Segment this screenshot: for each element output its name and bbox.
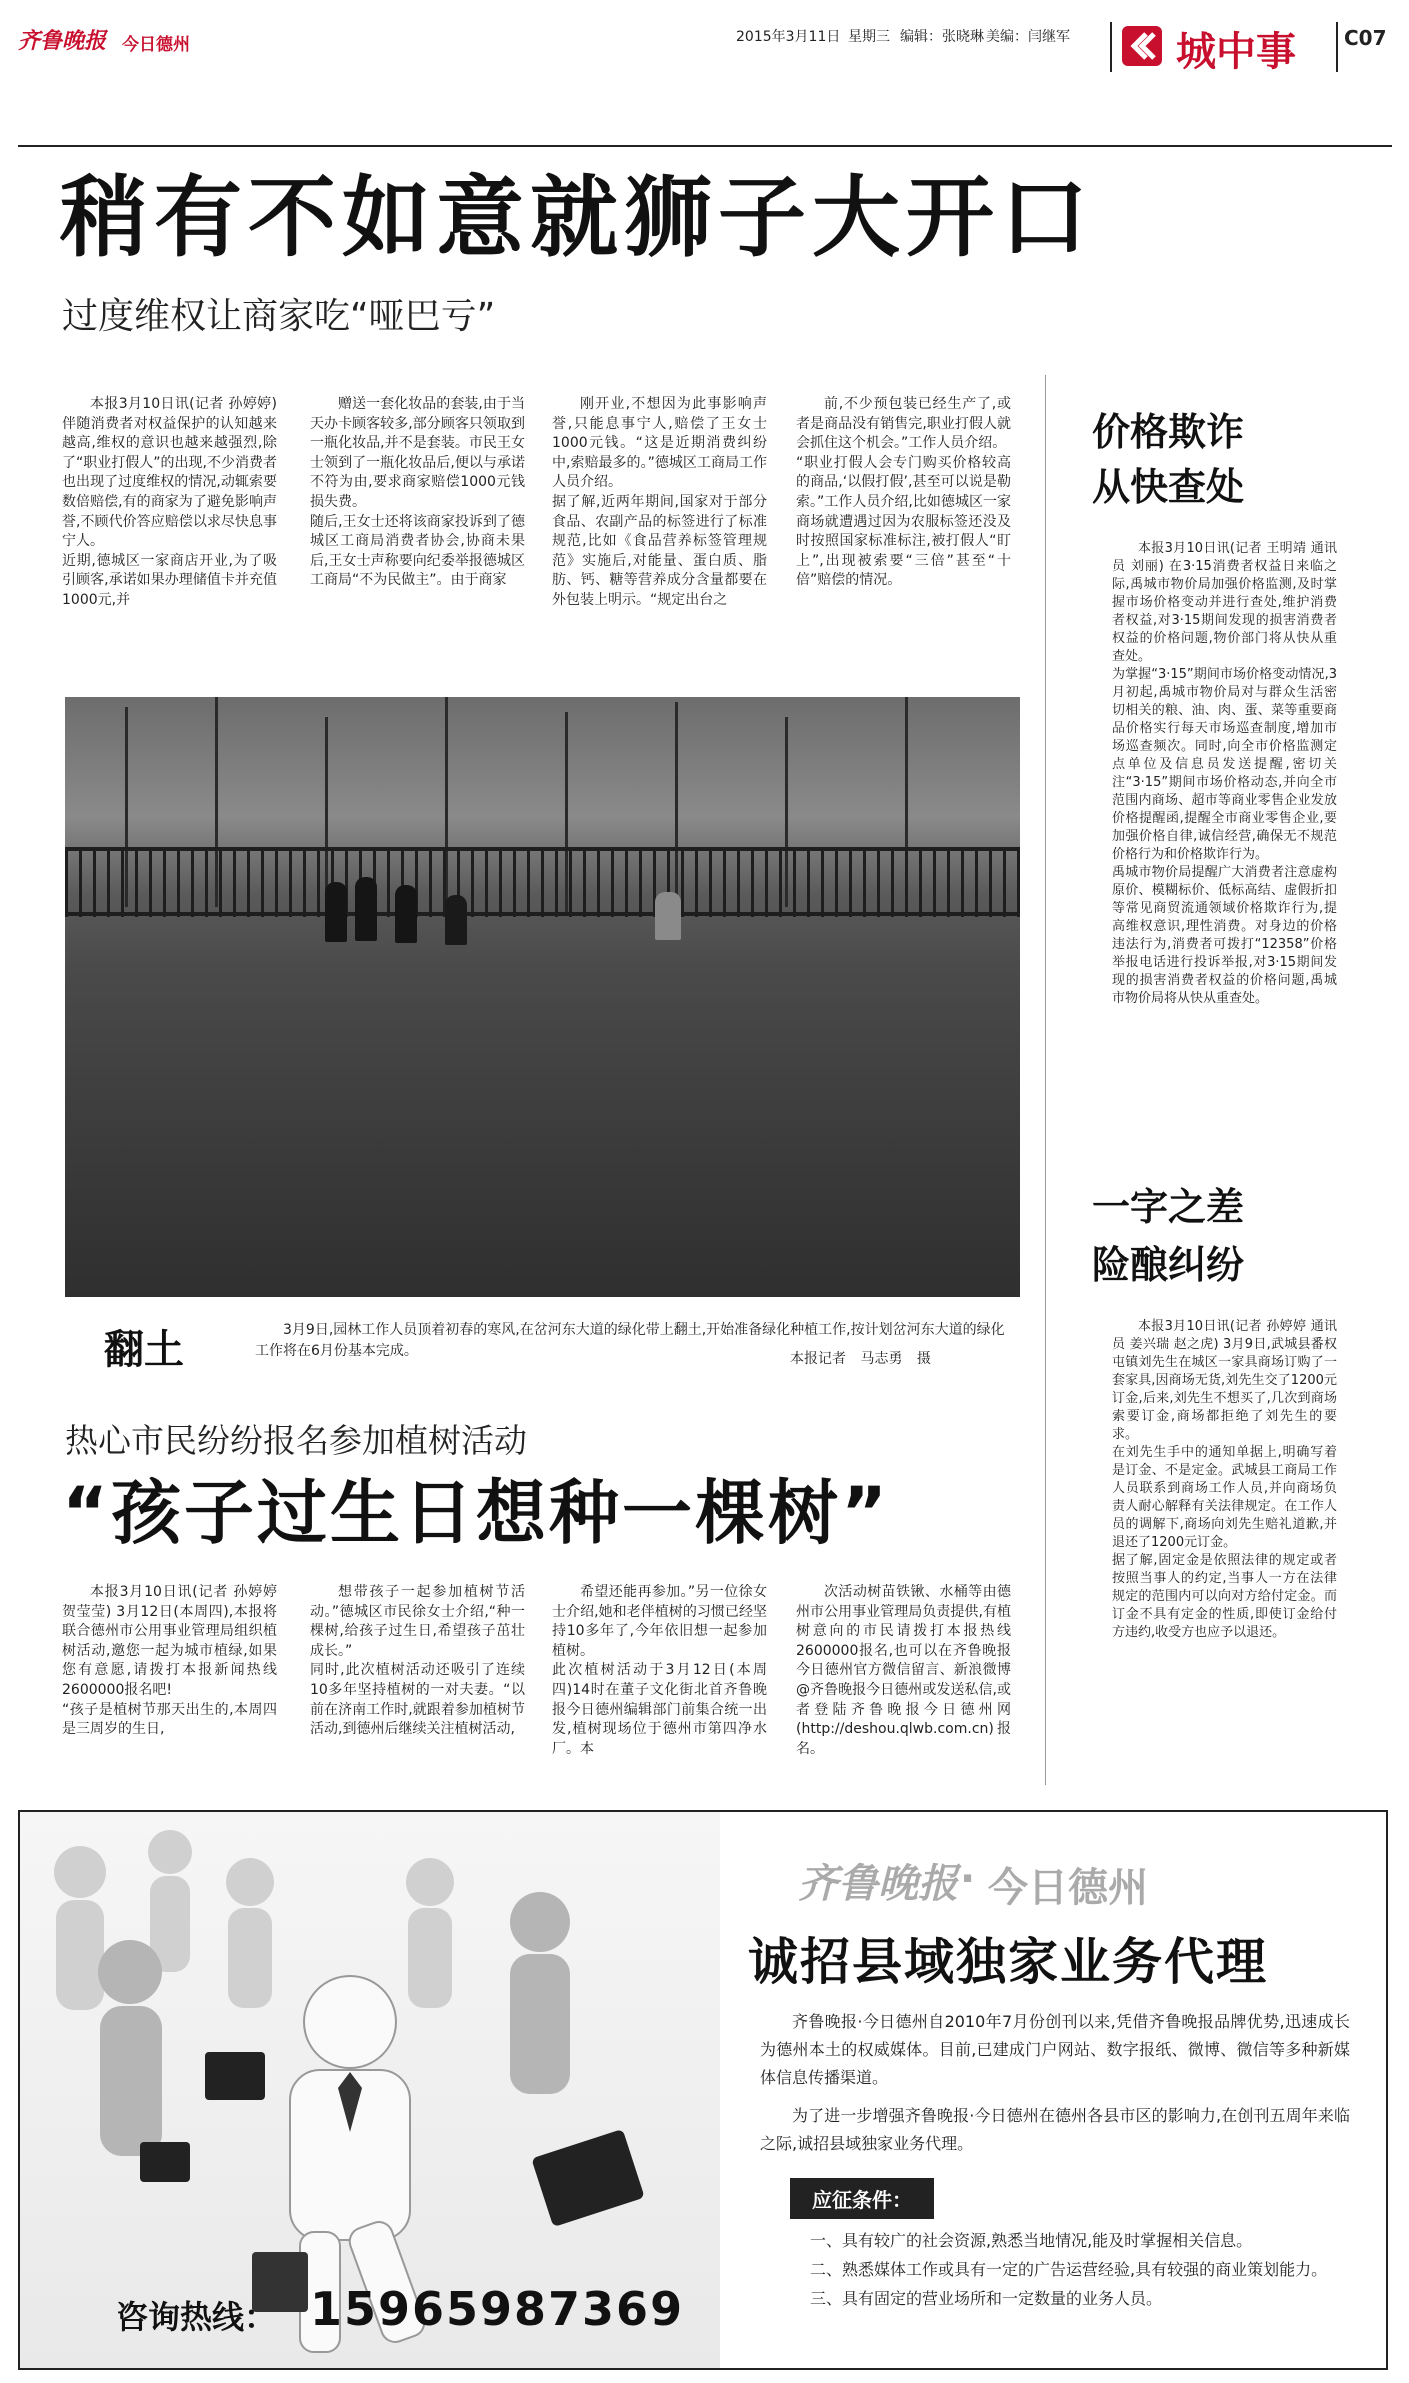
sidebar-1-headline-2: 从快查处 bbox=[1092, 465, 1245, 509]
header-divider-2 bbox=[1336, 22, 1338, 72]
sidebar-1-headline-1: 价格欺诈 bbox=[1092, 410, 1245, 454]
designer-credit: 美编：闫继军 bbox=[986, 29, 1070, 45]
news-photo bbox=[65, 697, 1020, 1297]
second-headline: “孩子过生日想种一棵树” bbox=[62, 1472, 891, 1554]
newspaper-logo: 齐鲁晚报 bbox=[18, 28, 107, 54]
ad-logo: 齐鲁晚报 bbox=[798, 1860, 958, 1907]
header-rule bbox=[18, 145, 1392, 147]
ad-paragraph-2: 为了进一步增强齐鲁晚报·今日德州在德州各县市区的影响力,在创刊五周年来临之际,诚招县域独家业务代理。 bbox=[760, 2106, 1350, 2153]
main-headline: 稍有不如意就狮子大开口 bbox=[60, 166, 1095, 269]
second-article-col-3: 希望还能再参加。”另一位徐女士介绍,她和老伴植树的习惯已经坚持10多年了,今年依旧想一起参加植树。 此次植树活动于3月12日(本周四)14时在董子文化街北首齐鲁晚报今日德州编辑部门前集合统一出发,植树现场位于德州市第四净水厂。本 bbox=[552, 1584, 767, 1757]
second-article-col-4: 次活动树苗铁锹、水桶等由德州市公用事业管理局负责提供,有植树意向的市民请拨打本报热线2600000报名,也可以在齐鲁晚报今日德州官方微信留言、新浪微博@齐鲁晚报今日德州或发送私信,或者登陆齐鲁晚报今日德州网(http://deshou.qlwb.com.cn)报名。 bbox=[796, 1584, 1011, 1757]
recruitment-ad bbox=[18, 1810, 1388, 2370]
masthead bbox=[18, 22, 1398, 75]
ad-paragraph-1: 齐鲁晚报·今日德州自2010年7月份创刊以来,凭借齐鲁晚报品牌优势,迅速成长为德州本土的权威媒体。目前,已建成门户网站、数字报纸、微博、微信等多种新媒体信息传播渠道。 bbox=[760, 2012, 1350, 2087]
section-arrow-icon bbox=[1122, 26, 1162, 66]
main-subhead: 过度维权让商家吃“哑巴亏” bbox=[62, 296, 496, 337]
ad-title: 诚招县域独家业务代理 bbox=[748, 1933, 1268, 1991]
sidebar-2-body: 本报3月10日讯(记者 孙婷婷 通讯员 姜兴瑞 赵之虎) 3月9日,武城县番权屯镇刘先生在城区一家具商场订购了一套家具,因商场无货,刘先生交了1200元订金,后来,刘先生不想买了,几次到商场索要订金,商场都拒绝了刘先生的要求。 在刘先生手中的通知单据上,明确写着是订金、不是定金。武城县工商局工作人员联系到商场工作人员,并向商场负责人耐心解释有关法律规定。在工作人员的调解下,商场向刘先生赔礼道歉,并退还了1200元订金。 据了解,固定金是依照法律的规定或者按照当事人的约定,当事人一方在法律规定的范围内可以向对方给付定金。而订金不具有定金的性质,即使订金给付方违约,收受方也应予以退还。 bbox=[1112, 1319, 1337, 1640]
photo-label: 翻土 bbox=[104, 1327, 184, 1373]
second-article-col-1: 本报3月10日讯(记者 孙婷婷 贺莹莹) 3月12日(本周四),本报将联合德州市公用事业管理局组织植树活动,邀您一起为城市植绿,如果您有意愿,请拨打本报新闻热线2600000报名吧! “孩子是植树节那天出生的,本周四是三周岁的生日, bbox=[62, 1584, 277, 1738]
hotline-number: 15965987369 bbox=[310, 2282, 685, 2336]
section-title: 城中事 bbox=[1176, 29, 1296, 75]
condition-item: 二、熟悉媒体工作或具有一定的广告运营经验,具有较强的商业策划能力。 bbox=[810, 2260, 1328, 2279]
page-number: C07 bbox=[1344, 26, 1387, 50]
main-article-col-2: 赠送一套化妆品的套装,由于当天办卡顾客较多,部分顾客只领取到一瓶化妆品,并不是套装。市民王女士领到了一瓶化妆品后,便以与承诺不符为由,要求商家赔偿1000元钱损失费。 随后,王女士还将该商家投诉到了德城区工商局消费者协会,协商未果后,王女士声称要向纪委举报德城区工商局“不为民做主”。由于商家 bbox=[310, 396, 525, 589]
header-divider bbox=[1110, 22, 1112, 72]
ad-logo-separator: · bbox=[960, 1856, 976, 1902]
conditions-list bbox=[810, 2226, 1350, 2313]
issue-date: 2015年3月11日 bbox=[736, 29, 841, 45]
sidebar-2-headline-2: 险酿纠纷 bbox=[1092, 1243, 1245, 1287]
condition-item: 一、具有较广的社会资源,熟悉当地情况,能及时掌握相关信息。 bbox=[810, 2231, 1253, 2250]
ad-logo-suffix: 今日德州 bbox=[988, 1865, 1148, 1911]
main-article-col-4: 前,不少预包装已经生产了,或者是商品没有销售完,职业打假人就会抓住这个机会。”工作人员介绍。 “职业打假人会专门购买价格较高的商品,‘以假打假’,甚至可以说是勒索。”工作人员介绍,比如德城区一家商场就遭遇过因为农服标签还没及时按照国家标准标注,被打假人“盯上”,出现被索要“三倍”甚至“十倍”赔偿的情况。 bbox=[796, 396, 1011, 589]
hotline-label: 咨询热线： bbox=[116, 2298, 277, 2336]
photo-credit: 本报记者 马志勇 摄 bbox=[790, 1351, 931, 1367]
sidebar-2-headline-1: 一字之差 bbox=[1092, 1185, 1245, 1229]
editor-credit: 编辑：张晓琳 bbox=[900, 29, 984, 45]
second-kicker: 热心市民纷纷报名参加植树活动 bbox=[65, 1421, 527, 1460]
main-article-col-3: 刚开业,不想因为此事影响声誉,只能息事宁人,赔偿了王女士1000元钱。“这是近期消费纠纷中,索赔最多的。”德城区工商局工作人员介绍。 据了解,近两年期间,国家对于部分食品、农副产品的标签进行了标准规范,比如《食品营养标签管理规范》实施后,对能量、蛋白质、脂肪、钙、糖等营养成分含量都要在外包装上明示。“规定出台之 bbox=[552, 396, 767, 608]
photo-caption: 3月9日,园林工作人员顶着初春的寒风,在岔河东大道的绿化带上翻土,开始准备绿化种植工作,按计划岔河东大道的绿化工作将在6月份基本完成。 bbox=[255, 1322, 1005, 1359]
second-article-col-2: 想带孩子一起参加植树节活动。”德城区市民徐女士介绍,“种一棵树,给孩子过生日,希望孩子茁壮成长。” 同时,此次植树活动还吸引了连续10多年坚持植树的一对夫妻。“以前在济南工作时,就跟着参加植树节活动,到德州后继续关注植树活动, bbox=[310, 1584, 525, 1738]
issue-weekday: 星期三 bbox=[848, 29, 890, 45]
sidebar-divider bbox=[1045, 375, 1046, 1785]
sidebar-1-body: 本报3月10日讯(记者 王明靖 通讯员 刘丽) 在3·15消费者权益日来临之际,禹城市物价局加强价格监测,及时掌握市场价格变动并进行查处,维护消费者权益,对3·15期间发现的损害消费者权益的价格问题,物价部门将从快从重查处。 为掌握“3·15”期间市场价格变动情况,3月初起,禹城市物价局对与群众生活密切相关的粮、油、肉、蛋、菜等重要商品价格实行每天市场巡查制度,增加市场巡查频次。同时,向全市价格监测定点单位及信息员发送提醒,密切关注“3·15”期间市场价格动态,并向全市范围内商场、超市等商业零售企业发放价格提醒函,提醒全市商业零售企业,要加强价格自律,诚信经营,确保无不规范价格行为和价格欺诈行为。 禹城市物价局提醒广大消费者注意虚构原价、模糊标价、低标高结、虚假折扣等常见商贸流通领域价格欺诈行为,提高维权意识,理性消费。对身边的价格违法行为,消费者可拨打“12358”价格举报电话进行投诉举报,对3·15期间发现的损害消费者权益的价格问题,禹城市物价局将从快从重查处。 bbox=[1112, 541, 1337, 1006]
edition-name: 今日德州 bbox=[122, 35, 190, 55]
conditions-label: 应征条件： bbox=[790, 2178, 934, 2219]
condition-item: 三、具有固定的营业场所和一定数量的业务人员。 bbox=[810, 2289, 1163, 2308]
main-article-col-1: 本报3月10日讯(记者 孙婷婷) 伴随消费者对权益保护的认知越来越高,维权的意识也越来越强烈,除了“职业打假人”的出现,不少消费者也出现了过度维权的情况,动辄索要数倍赔偿,有的商家为了避免影响声誉,不顾代价答应赔偿以求尽快息事宁人。 近期,德城区一家商店开业,为了吸引顾客,承诺如果办理储值卡并充值1000元,并 bbox=[62, 396, 277, 608]
